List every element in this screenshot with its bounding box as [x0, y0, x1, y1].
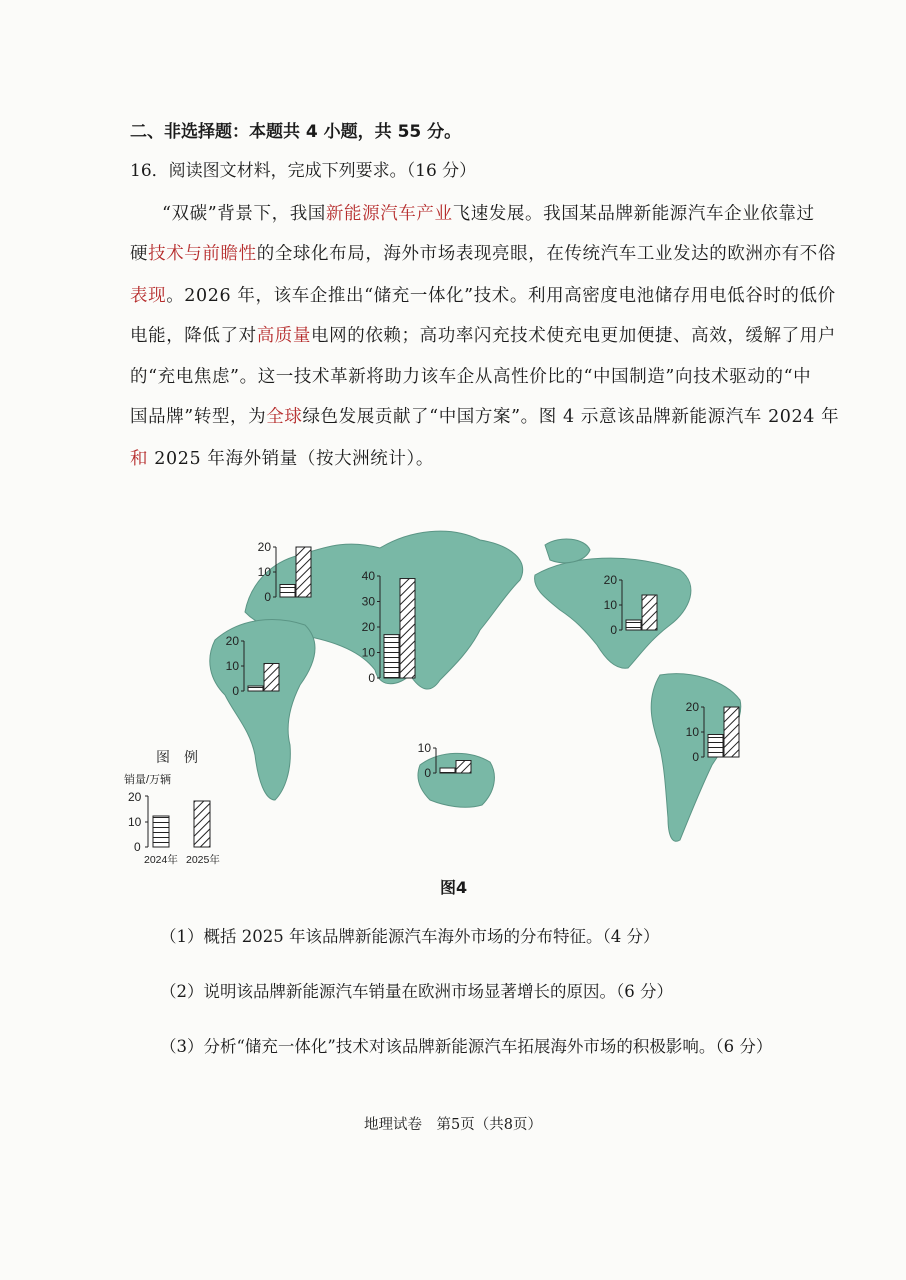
y-tick-label: 0	[424, 766, 431, 780]
legend-tick: 0	[134, 840, 141, 854]
bar-2024	[440, 768, 455, 773]
legend-title: 图 例	[156, 749, 198, 765]
paragraph-line: “双碳”背景下，我国新能源汽车产业飞速发展。我国某品牌新能源汽车企业依靠过	[162, 204, 815, 224]
y-tick-label: 40	[361, 569, 375, 583]
greenland-shape	[545, 539, 590, 563]
y-tick-label: 10	[685, 725, 699, 739]
figure-label: 图4	[440, 878, 468, 897]
y-tick-label: 0	[232, 684, 239, 698]
legend-swatch-2025	[194, 801, 210, 847]
y-tick-label: 10	[225, 659, 239, 673]
legend-tick: 20	[128, 790, 142, 804]
paragraph-line: 电能，降低了对高质量电网的依赖；高功率闪充技术使充电更加便捷、高效，缓解了用户	[130, 326, 836, 346]
page-footer: 地理试卷 第5页（共8页）	[364, 1117, 542, 1133]
bar-2024	[248, 686, 263, 691]
legend-tick: 10	[128, 815, 142, 829]
bar-2025	[642, 595, 657, 630]
y-tick-label: 30	[361, 594, 375, 609]
y-tick-label: 20	[685, 700, 699, 714]
legend-item: 2024年	[144, 854, 178, 866]
bar-2024	[626, 620, 641, 630]
section-title: 二、非选择题：本题共 4 小题，共 55 分。	[130, 122, 462, 142]
y-tick-label: 20	[257, 540, 271, 554]
bar-2025	[724, 707, 739, 757]
bar-2024	[280, 585, 295, 598]
legend-item: 2025年	[186, 854, 220, 866]
sub-question: （1）概括 2025 年该品牌新能源汽车海外市场的分布特征。（4 分）	[160, 927, 660, 946]
bar-2025	[456, 761, 471, 774]
bar-2025	[400, 579, 415, 678]
sub-question: （2）说明该品牌新能源汽车销量在欧洲市场显著增长的原因。（6 分）	[160, 982, 673, 1001]
paragraph-line: 国品牌”转型，为全球绿色发展贡献了“中国方案”。图 4 示意该品牌新能源汽车 2024 年	[130, 407, 840, 427]
paragraph-line: 硬技术与前瞻性的全球化布局，海外市场表现亮眼，在传统汽车工业发达的欧洲亦有不俗	[130, 244, 836, 264]
bar-2024	[384, 635, 399, 678]
y-tick-label: 0	[692, 750, 699, 764]
legend-unit: 销量/万辆	[124, 774, 172, 786]
y-tick-label: 10	[417, 741, 431, 755]
bar-2025	[264, 664, 279, 692]
bar-2024	[708, 735, 723, 758]
bar-2025	[296, 547, 311, 597]
y-tick-label: 10	[257, 565, 271, 579]
legend	[124, 749, 220, 866]
y-tick-label: 10	[361, 645, 375, 660]
y-tick-label: 20	[361, 620, 375, 634]
sub-question: （3）分析“储充一体化”技术对该品牌新能源汽车拓展海外市场的积极影响。（6 分）	[160, 1037, 773, 1056]
question-title: 16．阅读图文材料，完成下列要求。（16 分）	[130, 161, 477, 181]
world-map-figure	[0, 500, 906, 890]
y-tick-label: 0	[264, 590, 271, 604]
y-tick-label: 0	[368, 671, 375, 685]
paragraph-line: 和 2025 年海外销量（按大洲统计）。	[130, 449, 434, 469]
legend-swatch-2024	[153, 816, 169, 847]
y-tick-label: 20	[225, 634, 239, 648]
paragraph-line: 表现。2026 年，该车企推出“储充一体化”技术。利用高密度电池储存用电低谷时的低价	[130, 286, 836, 306]
y-tick-label: 20	[603, 573, 617, 587]
y-tick-label: 0	[610, 623, 617, 637]
land-masses	[210, 531, 741, 841]
y-tick-label: 10	[603, 598, 617, 612]
paragraph-line: 的“充电焦虑”。这一技术革新将助力该车企从高性价比的“中国制造”向技术驱动的“中	[130, 367, 812, 387]
